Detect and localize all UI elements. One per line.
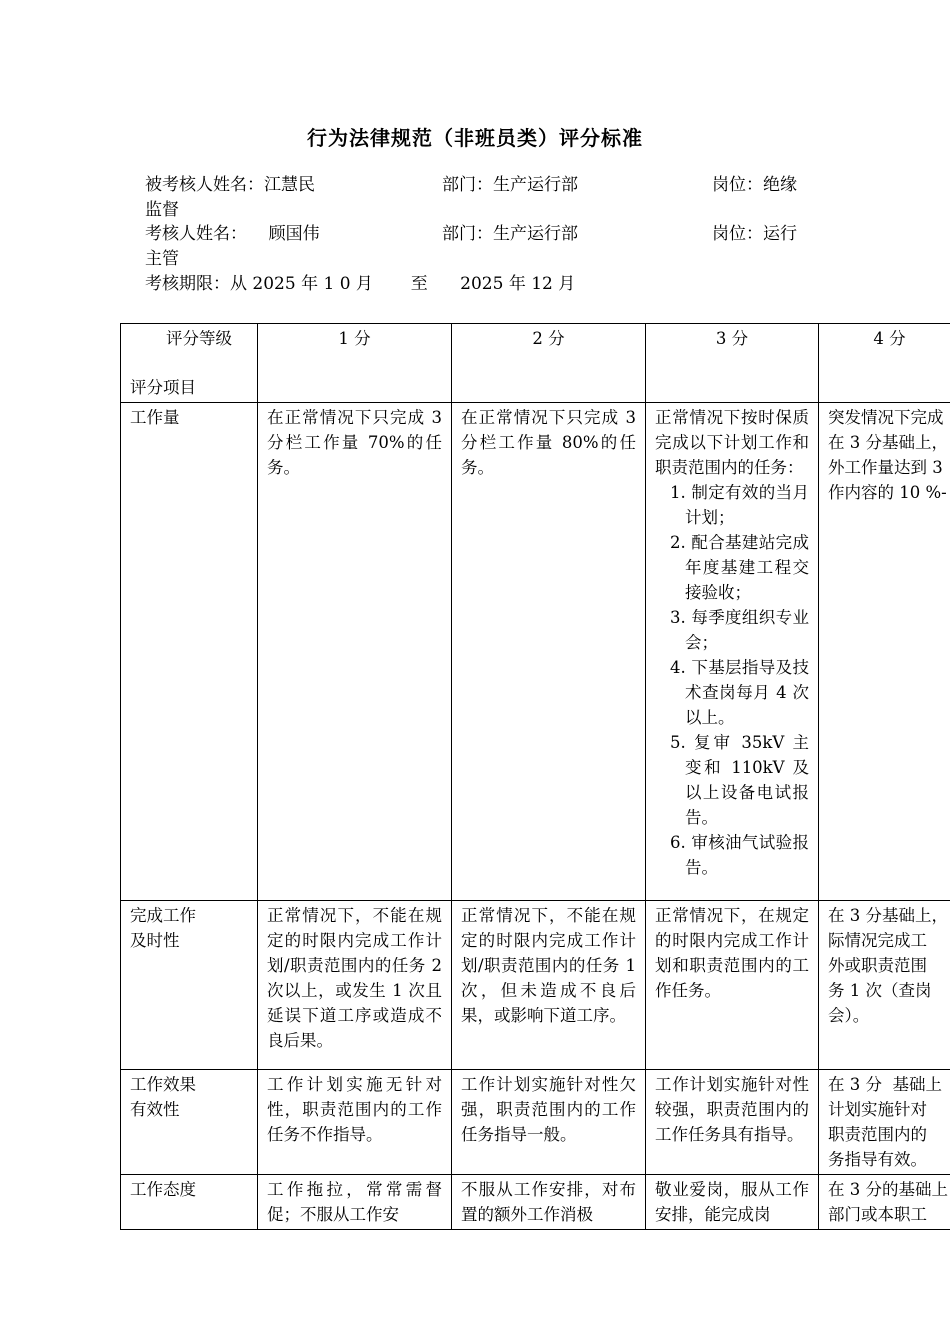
- row-level-1-text: 正常情况下，不能在规定的时限内完成工作计划/职责范围内的任务 2 次以上，或发生 1 次且延误下道工序或造成不良后果。: [258, 901, 452, 1070]
- row-level-2-text: 正常情况下，不能在规定的时限内完成工作计划/职责范围内的任务 1 次，但未造成不良后果，或影响下道工序。: [452, 901, 646, 1070]
- row-level-2-text: 工作计划实施针对性欠强，职责范围内的工作任务指导一般。: [452, 1070, 646, 1175]
- list-item: 6. 审核油气试验报告。: [670, 833, 809, 877]
- row-item-label: 工作态度: [121, 1175, 258, 1230]
- header-level-1: 1 分: [258, 324, 452, 403]
- examinee-name: 被考核人姓名：江慧民: [145, 175, 315, 195]
- header-level-2: 2 分: [452, 324, 646, 403]
- row-level-4-text: 在 3 分基础上， 际情况完成工 外或职责范围 务 1 次（查岗 会）。: [819, 901, 950, 1070]
- table-header-row: [121, 324, 950, 403]
- row-level-1-text: 工作计划实施无针对性，职责范围内的工作任务不作指导。: [258, 1070, 452, 1175]
- row-item-label: 工作量: [121, 403, 258, 901]
- row-level-4-text: 突发情况下完成 在 3 分基础上， 外工作量达到 3 作内容的 10 %-: [819, 403, 950, 901]
- row-item-label: 完成工作 及时性: [121, 901, 258, 1070]
- list-item: 3. 每季度组织专业会；: [670, 608, 809, 652]
- examinee-post: 岗位：绝缘: [712, 175, 797, 195]
- table-row: [121, 1070, 950, 1175]
- row-item-label: 工作效果 有效性: [121, 1070, 258, 1175]
- row-level-3-text: 正常情况下，在规定的时限内完成工作计划和职责范围内的工作任务。: [646, 901, 819, 1070]
- list-item: 4. 下基层指导及技术查岗每月 4 次以上。: [670, 658, 809, 727]
- header-corner-cell: [121, 324, 258, 403]
- row-level-2-text: 不服从工作安排，对布置的额外工作消极: [452, 1175, 646, 1230]
- table-row: [121, 901, 950, 1070]
- row-level-4-text: 在 3 分 基础上 计划实施针对 职责范围内的 务指导有效。: [819, 1070, 950, 1175]
- row-level-2-text: 在正常情况下只完成 3 分栏工作量 80%的任务。: [452, 403, 646, 901]
- header-grade-label: 评分等级: [166, 329, 232, 348]
- examiner-post-cont: 主管: [145, 249, 179, 269]
- assessment-period: 考核期限：从 2025 年 1 0 月 至 2025 年 12 月: [145, 274, 576, 294]
- list-item: 2. 配合基建站完成年度基建工程交接验收；: [670, 533, 809, 602]
- header-item-label: 评分项目: [130, 378, 196, 397]
- table-row: [121, 1175, 950, 1230]
- document-title: 行为法律规范（非班员类）评分标准: [307, 126, 643, 150]
- list-item: 1. 制定有效的当月计划；: [670, 483, 809, 527]
- task-list: [655, 480, 809, 880]
- row-level-3-intro: 正常情况下按时保质完成以下计划工作和职责范围内的任务：: [655, 408, 809, 477]
- row-level-4-text: 在 3 分的基础上 部门或本职工: [819, 1175, 950, 1230]
- examiner-post: 岗位：运行: [712, 224, 797, 244]
- header-level-3: 3 分: [646, 324, 819, 403]
- table-row: [121, 403, 950, 901]
- row-level-3-cell: [646, 403, 819, 901]
- row-level-1-text: 工作拖拉，常常需督促；不服从工作安: [258, 1175, 452, 1230]
- examinee-post-cont: 监督: [145, 200, 179, 220]
- row-level-1-text: 在正常情况下只完成 3 分栏工作量 70%的任务。: [258, 403, 452, 901]
- row-level-3-text: 工作计划实施针对性较强，职责范围内的工作任务具有指导。: [646, 1070, 819, 1175]
- list-item: 5. 复审 35kV 主变和 110kV 及以上设备电试报告。: [670, 733, 809, 827]
- row-level-3-text: 敬业爱岗，服从工作安排，能完成岗: [646, 1175, 819, 1230]
- header-level-4: 4 分: [819, 324, 950, 403]
- examinee-dept: 部门：生产运行部: [442, 175, 578, 195]
- examiner-dept: 部门：生产运行部: [442, 224, 578, 244]
- examiner-name: 考核人姓名： 顾国伟: [145, 224, 320, 244]
- grading-table: [120, 323, 950, 1230]
